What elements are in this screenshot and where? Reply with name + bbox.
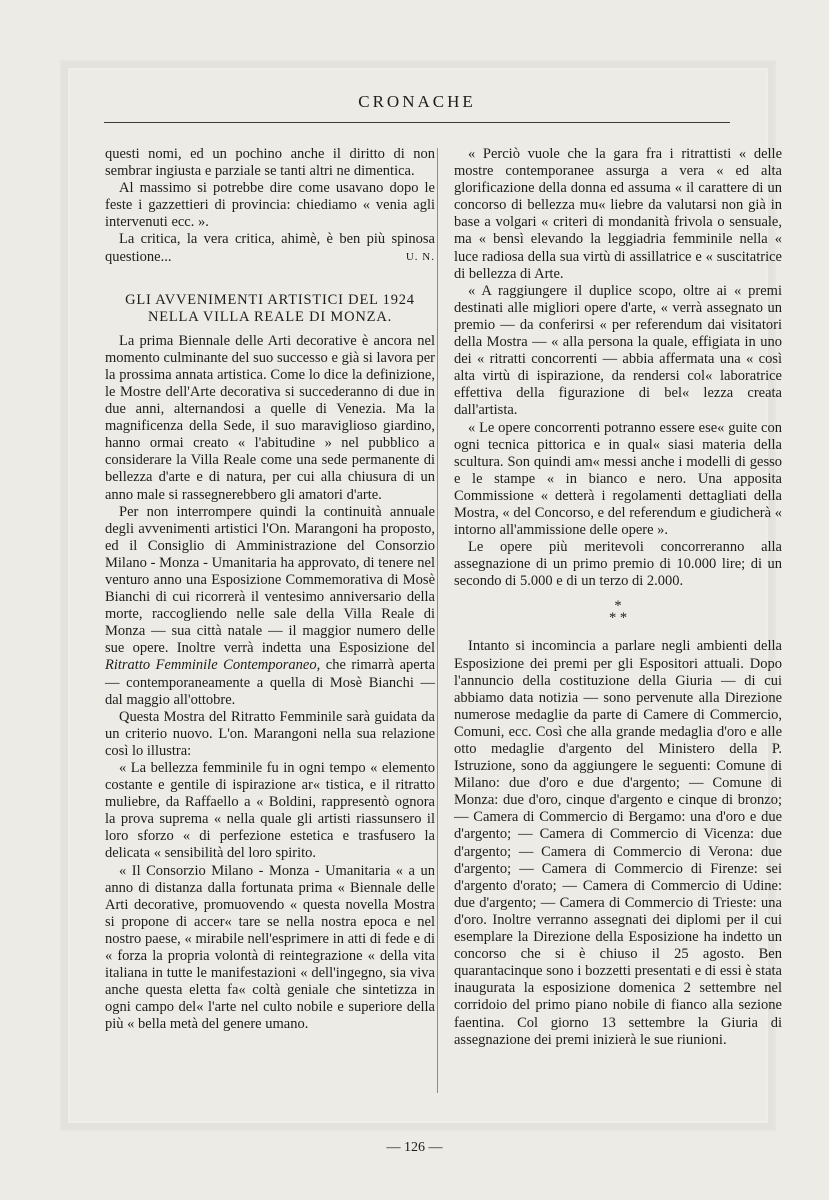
quoted-paragraph: « La bellezza femminile fu in ogni tempo « elemento costante e gentile di ispirazione ar« tistica, e il ritratto muliebre, da Raffaello a « Boldini, rappresentò ognora la prova suprema « nella quale gli artisti riassunsero il loro sforzo « di perfezione estetica e trasfusero la delicata « sensibilità del loro spirito. xyxy=(105,760,435,862)
paragraph: Al massimo si potrebbe dire come usavano dopo le feste i gazzettieri di provincia: chiediamo « venia agli intervenuti ecc. ». xyxy=(105,180,435,231)
paragraph: Questa Mostra del Ritratto Femminile sarà guidata da un criterio nuovo. L'on. Marangoni nella sua relazione così lo illustra: xyxy=(105,708,435,759)
paragraph xyxy=(105,231,435,265)
left-column xyxy=(105,146,435,1034)
asterism-bottom: * * xyxy=(608,610,628,627)
author-signature: U. N. xyxy=(405,250,435,263)
paragraph: questi nomi, ed un pochino anche il diritto di non sembrar ingiusta e parziale se tanti altri ne dimentica. xyxy=(105,146,435,180)
quoted-paragraph: « Il Consorzio Milano - Monza - Umanitaria « a un anno di distanza dalla fortunata prima « Biennale delle Arti decorative, promuovendo « questa novella Mostra si propone di accer« tare se nella nostra epoca e nel nostro paese, « mirabile nell'esprimere in atti di fede e di « forza la propria volontà di reintegrazione « della vita italiana in tutte le manifestazioni « dell'ingegno, sia viva anche questa eletta fa« coltà geniale che sintetizza in ogni campo del« l'arte nel culto nobile e superiore della più « bella metà del genere umano. xyxy=(105,862,435,1033)
header-rule xyxy=(104,122,730,123)
exhibition-title: Ritratto Femminile Contemporaneo xyxy=(105,657,317,674)
heading-line: GLI AVVENIMENTI ARTISTICI DEL 1924 xyxy=(125,291,415,308)
paragraph xyxy=(105,504,435,709)
asterism xyxy=(454,598,782,627)
column-divider xyxy=(437,148,438,1093)
heading-line: NELLA VILLA REALE DI MONZA. xyxy=(147,308,393,325)
paragraph-text: , che rimarrà aperta — contemporaneamente a quella di Mosè Bianchi — dal maggio all'ottobre. xyxy=(105,657,436,708)
paragraph-text: Per non interrompere quindi la continuità annuale degli avvenimenti artistici l'On. Marangoni ha proposto, ed il Consiglio di Amministrazione del Consorzio Milano - Monza - Umanitaria ha approvato, di tenere nel venturo anno una Esposizione Commemorativa di Mosè Bianchi di cui ricorrerà il ventesimo anniversario della morte, raccogliendo nelle sale della Villa Reale di Monza — sua città natale — il maggior numero delle sue opere. Inoltre verrà indetta una Esposizione del xyxy=(105,503,435,657)
paragraph: Le opere più meritevoli concorreranno alla assegnazione di un primo premio di 10.000 lire; di un secondo di 5.000 e di un terzo di 2.000. xyxy=(454,539,782,590)
quoted-paragraph: « A raggiungere il duplice scopo, oltre ai « premi destinati alle migliori opere d'arte, « verrà assegnato un premio — da conferirsi « per referendum dai visitatori della Mostra — « alla persona la quale, effigiata in uno dei « ritratti concorrenti — abbia affermata una « così alta virtù di ispirazione, da rendersi col« laboratrice effettiva della figurazione di bel« lezza creata dall'artista. xyxy=(454,282,782,419)
right-column xyxy=(454,146,782,1049)
paragraph: La prima Biennale delle Arti decorative è ancora nel momento culminante del suo successo e già si lavora per la prossima annata artistica. Come lo dice la definizione, le Mostre dell'Arte decorativa si succederanno di due in due anni, alternandosi a quelle di Venezia. Ma la magnificenza della Sede, il suo maraviglioso giardino, hanno ormai creato « l'abitudine » nel pubblico a considerare la Villa Reale come una sede permanente di bellezza d'arte e di natura, per cui alla chiusura di un anno male si rassegnerebbero gli amatori d'arte. xyxy=(105,332,435,503)
quoted-paragraph: « Perciò vuole che la gara fra i ritrattisti « delle mostre contemporanee assurga a vera « ed alta glorificazione della donna ed assuma « il carattere di un concorso di bellezza mu« liebre da valutarsi non già in base a volgari « criteri di mondanità frivola o sensuale, ma « bensì elevando la leggiadria femminile nella « luce radiosa della sua virtù di assillatrice e « suscitatrice di bellezza di Arte. xyxy=(454,146,782,282)
running-header: CRONACHE xyxy=(358,92,476,111)
asterism-top: * xyxy=(614,598,622,615)
paragraph: Intanto si incomincia a parlare negli ambienti della Esposizione dei premi per gli Espositori attuali. Dopo l'annuncio della costituzione della Giuria — di cui abbiamo data notizia — sono pervenute alla Direzione numerose medaglie da parte di Camere di Commercio, Comuni, ecc. Così che alla grande medaglia d'oro e alle otto medaglie d'argento del Ministero della P. Istruzione, sono da aggiungere le seguenti: Comune di Milano: due d'oro e due d'argento; — Comune di Monza: due d'oro, cinque d'argento e cinque di bronzo; — Camera di Commercio di Bergamo: una d'oro e due d'argento; — Camera di Commercio di Vicenza: due d'argento; — Camera di Commercio di Verona: due d'argento; — Camera di Commercio di Firenze: sei d'argento d'orato; — Camera di Commercio di Udine: due d'argento; — Camera di Commercio di Trieste: una d'oro. Inoltre verranno assegnati dei diplomi per il cui esemplare la Direzione della Esposizione ha indetto un concorso che si è chiuso il 25 agosto. Ben quarantacinque sono i bozzetti presentati e di essi è stata inaugurata la esposizione domenica 2 settembre nel corridoio del primo piano nobile di fianco alla sezione faentina. Col giorno 13 settembre la Giuria di assegnazione dei premi inizierà le sue riunioni. xyxy=(454,638,782,1048)
paragraph-text: La critica, la vera critica, ahimè, è ben più spinosa questione... xyxy=(105,231,435,265)
page-number: — 126 — xyxy=(386,1140,443,1155)
quoted-paragraph: « Le opere concorrenti potranno essere ese« guite con ogni tecnica pittorica e in qual« siasi materia della scultura. Son quindi am« messi anche i modelli di gesso e le stampe « in bianco e nero. Una apposita Commissione « detterà i regolamenti dettagliati della Mostra, « del Concorso, e del referendum e giudicherà « intorno all'ammissione delle opere ». xyxy=(454,419,782,539)
article-heading xyxy=(105,292,435,326)
